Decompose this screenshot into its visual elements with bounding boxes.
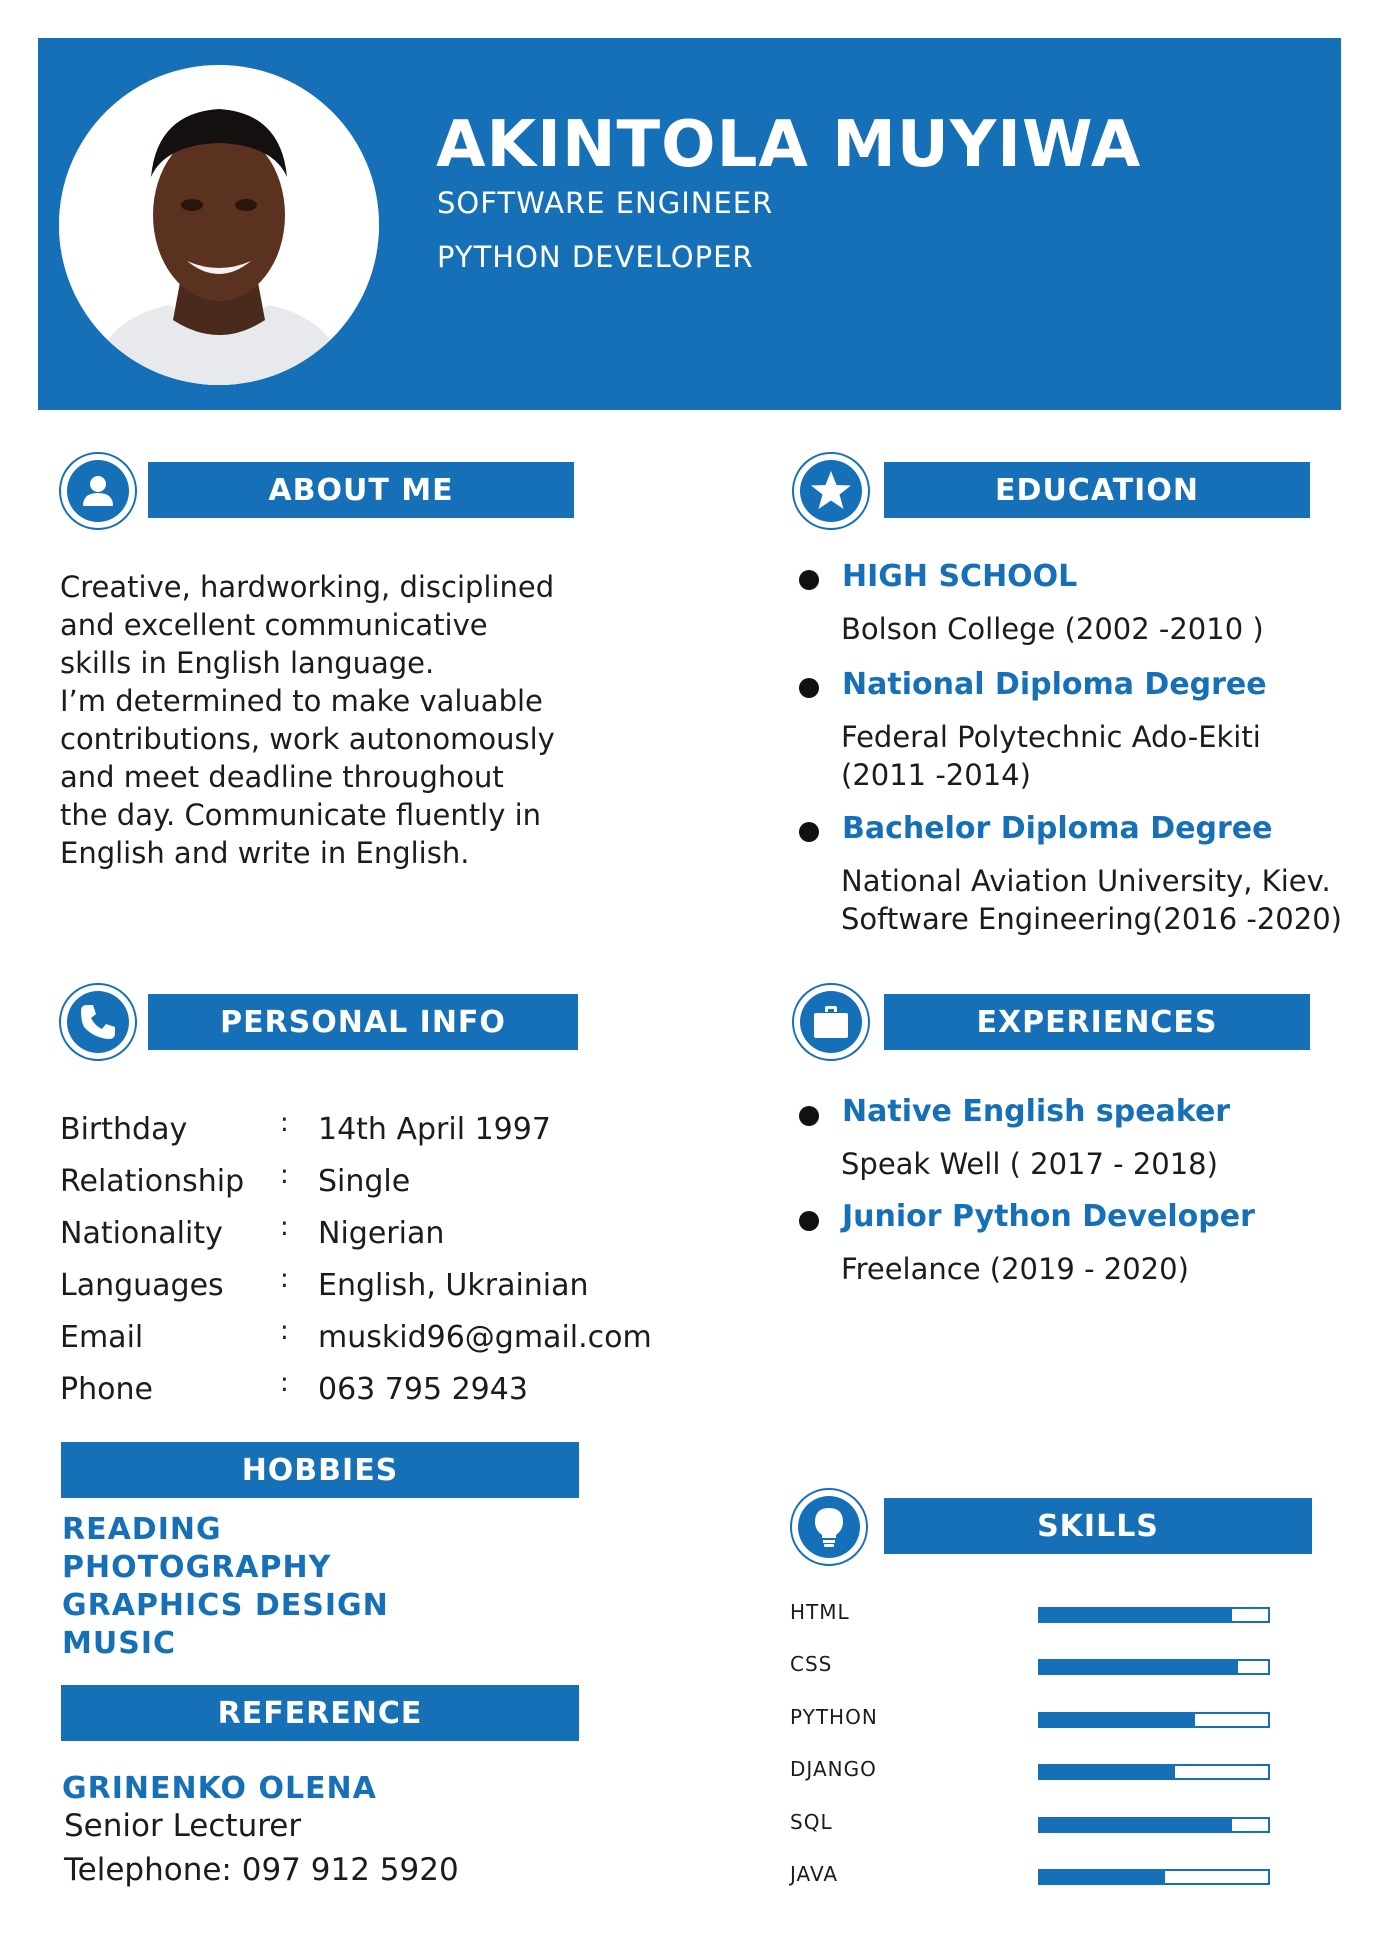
experience-title: Junior Python Developer [842,1199,1255,1234]
skill-bar-fill [1040,1609,1232,1621]
education-detail: Federal Polytechnic Ado-Ekiti [841,720,1261,754]
info-label-birthday: Birthday [60,1112,188,1147]
info-label-nationality: Nationality [60,1216,223,1251]
lightbulb-icon [809,1505,849,1549]
candidate-name: AKINTOLA MUYIWA [436,108,1142,182]
info-value-nationality: Nigerian [318,1216,445,1251]
education-detail: Bolson College (2002 -2010 ) [841,612,1264,646]
info-separator: : [280,1368,289,1398]
reference-name: GRINENKO OLENA [62,1771,377,1806]
skill-bar-track [1038,1712,1270,1728]
personal-info-heading: PERSONAL INFO [148,994,578,1050]
skill-row [790,1597,1270,1629]
hobby-item: READING [62,1512,222,1547]
experience-detail: Speak Well ( 2017 - 2018) [841,1147,1218,1181]
skill-bar-track [1038,1764,1270,1780]
education-title: Bachelor Diploma Degree [842,811,1273,846]
education-title: National Diploma Degree [842,667,1267,702]
reference-phone: Telephone: 097 912 5920 [64,1852,459,1888]
role-title-1: SOFTWARE ENGINEER [437,186,774,220]
skill-bar-track [1038,1659,1270,1675]
reference-heading: REFERENCE [61,1685,579,1741]
reference-title: Senior Lecturer [64,1808,302,1844]
skill-name: PYTHON [790,1705,878,1729]
info-value-email[interactable]: muskid96@gmail.com [318,1320,652,1355]
about-line: contributions, work autonomously [60,722,555,756]
skill-row [790,1807,1270,1839]
info-separator: : [280,1264,289,1294]
phone-icon [78,1002,118,1042]
skill-bar-fill [1040,1766,1175,1778]
bullet-icon [799,1106,819,1126]
briefcase-icon [811,1002,851,1042]
info-value-phone: 063 795 2943 [318,1372,528,1407]
skill-bar-fill [1040,1819,1232,1831]
hobby-item: MUSIC [62,1626,176,1661]
skill-name: CSS [790,1652,833,1676]
about-line: skills in English language. [60,646,435,680]
info-label-email: Email [60,1320,144,1355]
skill-bar-track [1038,1817,1270,1833]
about-me-heading: ABOUT ME [148,462,574,518]
skill-row [790,1754,1270,1786]
info-separator: : [280,1316,289,1346]
skill-name: HTML [790,1600,850,1624]
about-line: English and write in English. [60,836,470,870]
bullet-icon [799,678,819,698]
user-icon [79,472,117,510]
education-detail: Software Engineering(2016 -2020) [841,902,1342,936]
skill-row [790,1702,1270,1734]
skill-bar-fill [1040,1871,1165,1883]
hobby-item: PHOTOGRAPHY [62,1550,332,1585]
personal-info-badge [59,983,137,1061]
skill-name: DJANGO [790,1757,877,1781]
hobby-item: GRAPHICS DESIGN [62,1588,389,1623]
skills-badge [790,1488,868,1566]
skill-bar-track [1038,1869,1270,1885]
skills-heading: SKILLS [884,1498,1312,1554]
experiences-badge [792,983,870,1061]
about-line: and excellent communicative [60,608,488,642]
info-separator: : [280,1108,289,1138]
info-separator: : [280,1160,289,1190]
info-label-phone: Phone [60,1372,153,1407]
about-line: Creative, hardworking, disciplined [60,570,555,604]
skill-bar-track [1038,1607,1270,1623]
about-line: I’m determined to make valuable [60,684,543,718]
about-line: the day. Communicate fluently in [60,798,542,832]
about-me-badge [59,452,137,530]
skill-row [790,1649,1270,1681]
info-label-relationship: Relationship [60,1164,245,1199]
education-detail: National Aviation University, Kiev. [841,864,1331,898]
education-detail: (2011 -2014) [841,758,1031,792]
experience-detail: Freelance (2019 - 2020) [841,1252,1189,1286]
education-badge [792,452,870,530]
profile-photo [59,65,379,385]
skill-bar-fill [1040,1661,1238,1673]
education-title: HIGH SCHOOL [842,559,1078,594]
bullet-icon [799,1211,819,1231]
info-separator: : [280,1212,289,1242]
skill-name: JAVA [790,1862,839,1886]
education-heading: EDUCATION [884,462,1310,518]
hobbies-heading: HOBBIES [61,1442,579,1498]
skill-name: SQL [790,1810,833,1834]
info-label-languages: Languages [60,1268,224,1303]
portrait-image [59,65,379,385]
experiences-heading: EXPERIENCES [884,994,1310,1050]
bullet-icon [799,570,819,590]
about-me-text [60,568,600,872]
skill-bar-fill [1040,1714,1195,1726]
about-line: and meet deadline throughout [60,760,504,794]
role-title-2: PYTHON DEVELOPER [437,240,754,274]
info-value-relationship: Single [318,1164,411,1199]
info-value-birthday: 14th April 1997 [318,1112,551,1147]
experience-title: Native English speaker [842,1094,1231,1129]
skill-row [790,1859,1270,1891]
star-icon [809,469,853,513]
bullet-icon [799,822,819,842]
info-value-languages: English, Ukrainian [318,1268,589,1303]
